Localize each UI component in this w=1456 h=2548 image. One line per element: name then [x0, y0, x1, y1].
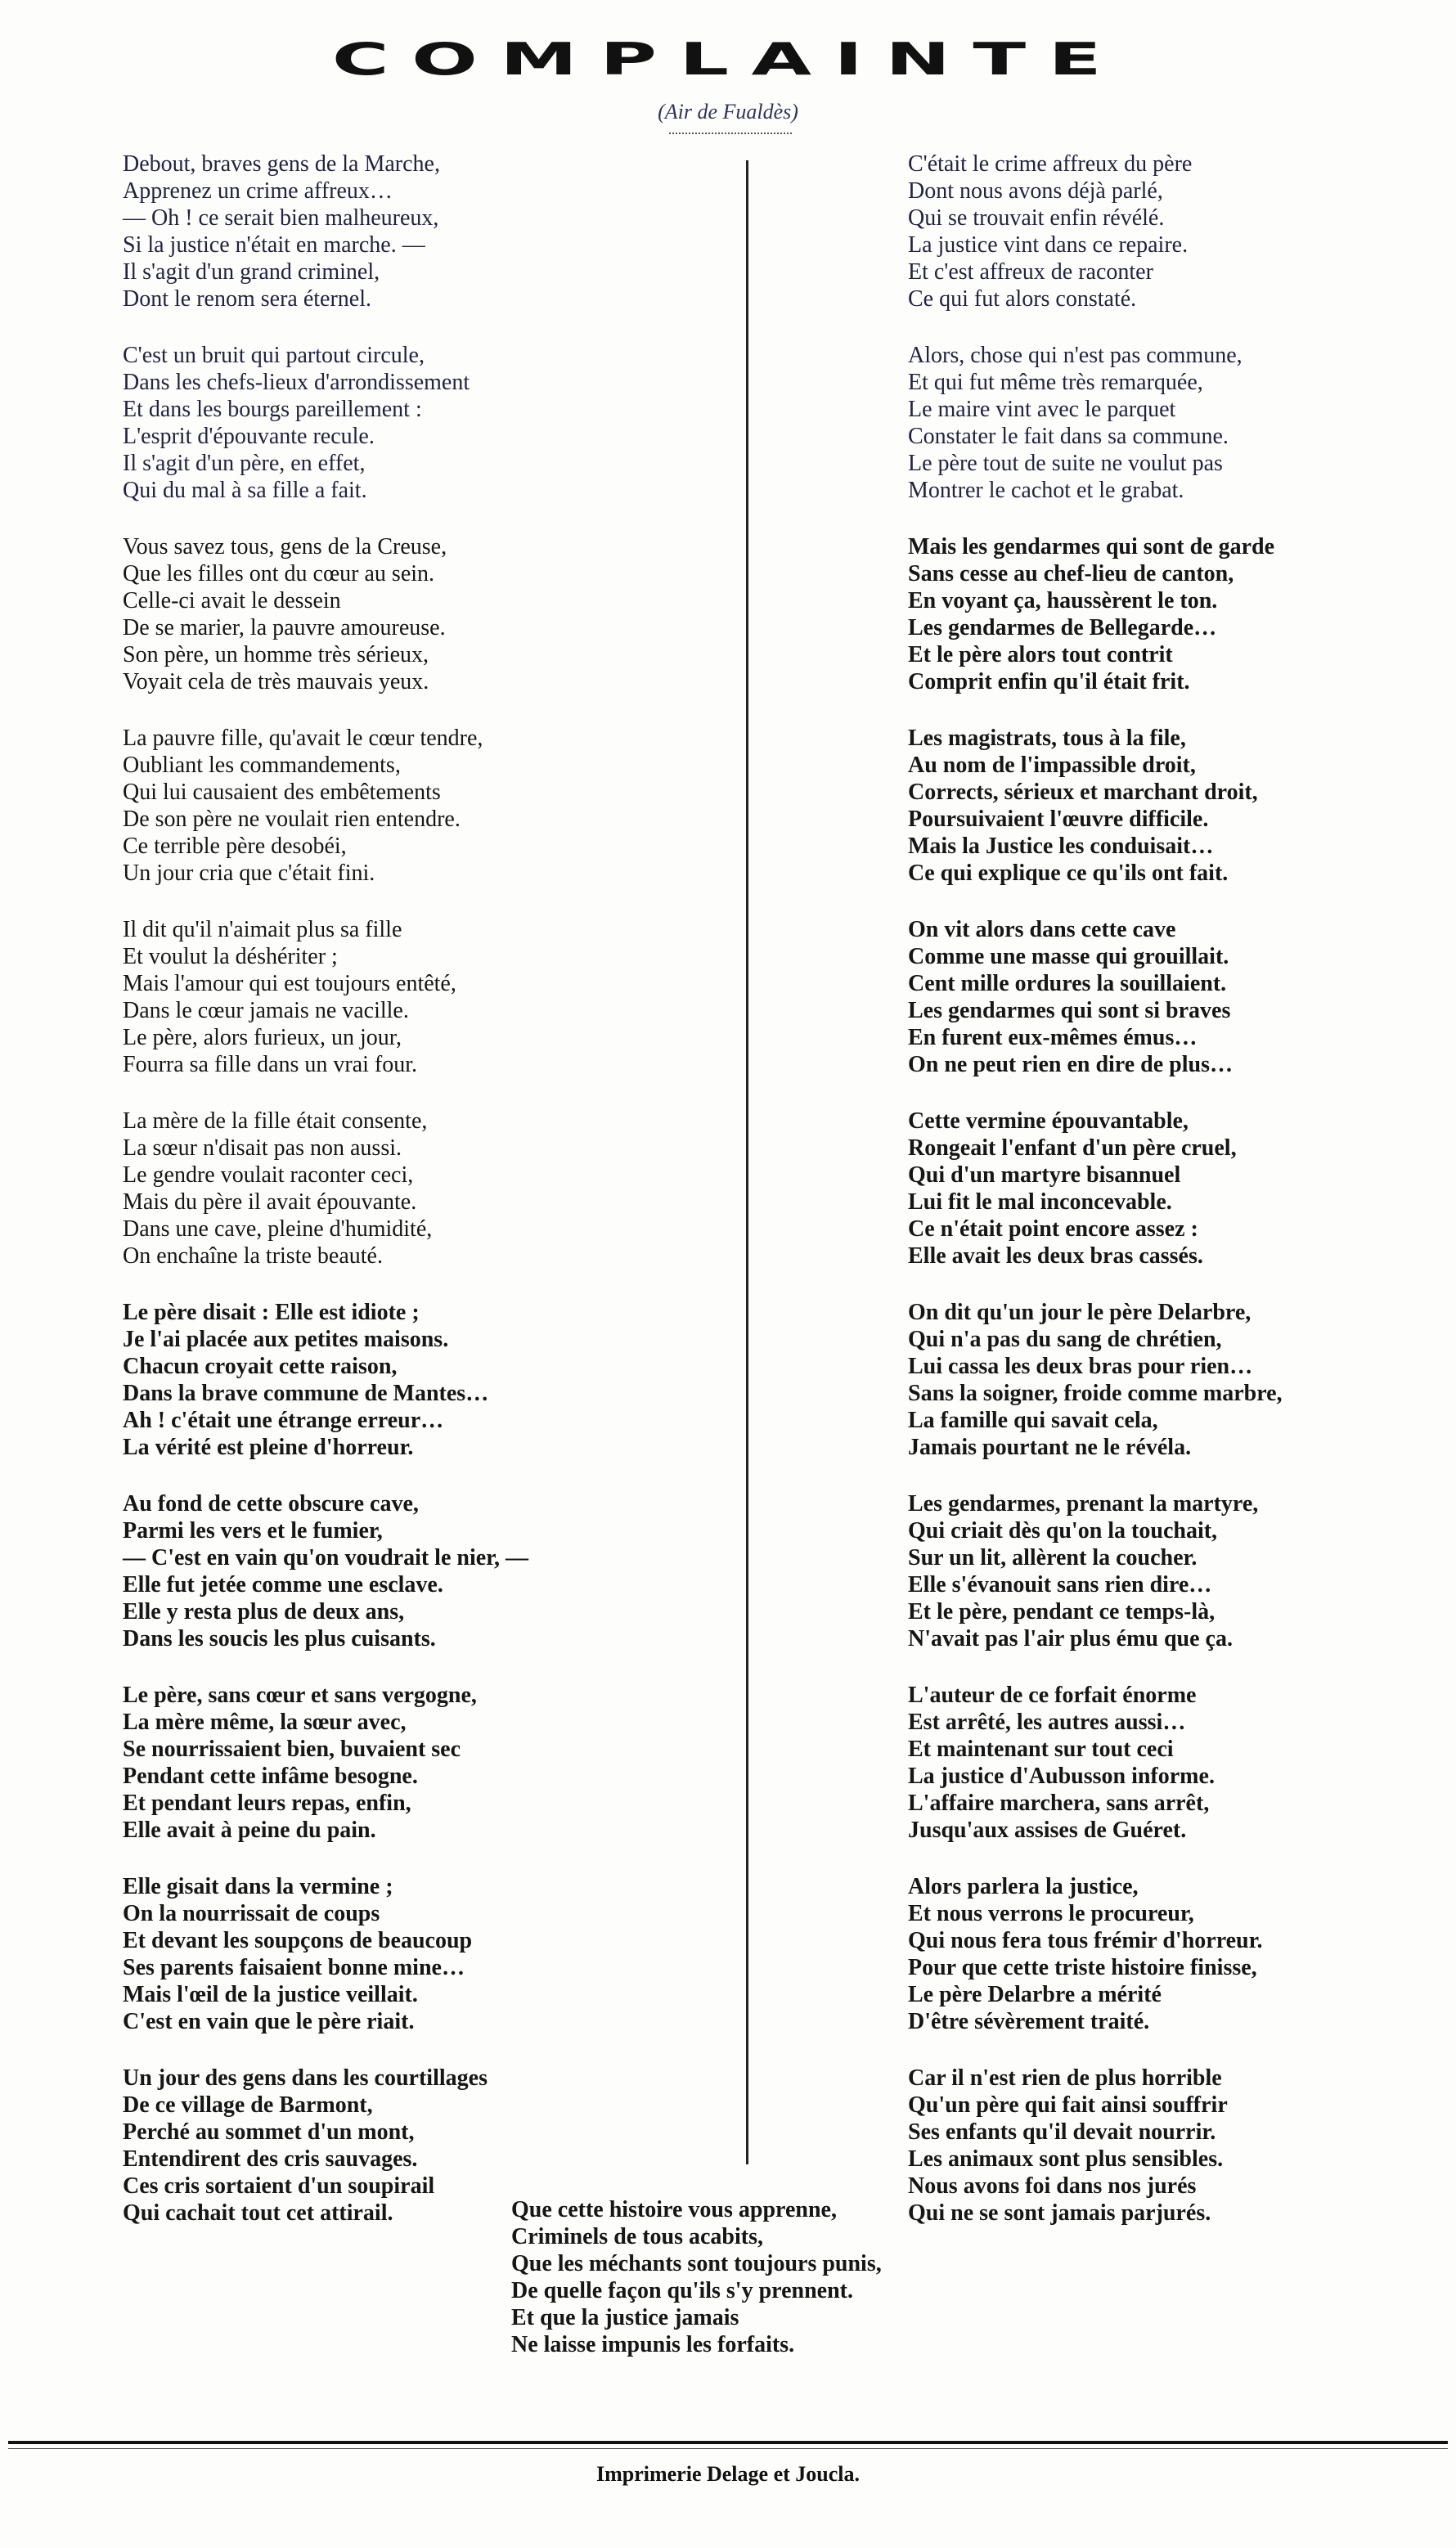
verse-line: Ah ! c'était une étrange erreur… [123, 1408, 444, 1433]
column-divider [746, 160, 748, 2164]
verse-line: Chacun croyait cette raison, [123, 1354, 398, 1379]
verse-line: Et c'est affreux de raconter [908, 259, 1153, 285]
verse-line: Ces cris sortaient d'un soupirail [123, 2173, 435, 2199]
verse-line: Corrects, sérieux et marchant droit, [908, 780, 1258, 805]
verse-line: En furent eux-mêmes émus… [908, 1025, 1198, 1050]
bottom-rule [8, 2441, 1448, 2444]
verse-line: Debout, braves gens de la Marche, [123, 151, 440, 177]
verse-line: Mais les gendarmes qui sont de garde [908, 534, 1274, 559]
verse-line: Car il n'est rien de plus horrible [908, 2065, 1222, 2091]
verse-line: Pendant cette infâme besogne. [123, 1764, 418, 1789]
verse-line: Dans le cœur jamais ne vacille. [123, 998, 409, 1023]
stanza [123, 342, 793, 504]
verse-line: Et maintenant sur tout ceci [908, 1737, 1174, 1762]
verse-line: Lui fit le mal inconcevable. [908, 1189, 1172, 1215]
verse-line: Cent mille ordures la souillaient. [908, 971, 1227, 996]
verse-line: Parmi les vers et le fumier, [123, 1518, 383, 1544]
stanza [908, 725, 1456, 887]
verse-line: Ne laisse impunis les forfaits. [511, 2332, 795, 2357]
verse-line: Le père tout de suite ne voulut pas [908, 451, 1223, 476]
verse-line: Voyait cela de très mauvais yeux. [123, 669, 429, 694]
page-subtitle: (Air de Fualdès) [658, 100, 798, 124]
verse-line: Et qui fut même très remarquée, [908, 370, 1203, 395]
stanza [123, 151, 793, 312]
verse-line: Vous savez tous, gens de la Creuse, [123, 534, 447, 559]
verse-line: Celle-ci avait le dessein [123, 588, 341, 613]
verse-line: Se nourrissaient bien, buvaient sec [123, 1737, 461, 1762]
verse-line: Son père, un homme très sérieux, [123, 642, 429, 667]
verse-line: Le père disait : Elle est idiote ; [123, 1300, 420, 1325]
verse-line: Je l'ai placée aux petites maisons. [123, 1327, 449, 1352]
verse-line: On vit alors dans cette cave [908, 917, 1176, 942]
verse-line: La vérité est pleine d'horreur. [123, 1435, 414, 1460]
verse-line: Elle gisait dans la vermine ; [123, 1874, 393, 1899]
verse-line: Apprenez un crime affreux… [123, 178, 393, 204]
verse-line: Ce qui explique ce qu'ils ont fait. [908, 861, 1229, 886]
verse-line: Qui ne se sont jamais parjurés. [908, 2200, 1211, 2226]
verse-line: On la nourrissait de coups [123, 1901, 380, 1926]
verse-line: Il s'agit d'un grand criminel, [123, 259, 380, 285]
verse-line: Constater le fait dans sa commune. [908, 424, 1229, 449]
verse-line: L'esprit d'épouvante recule. [123, 424, 375, 449]
verse-line: Cette vermine épouvantable, [908, 1108, 1189, 1134]
verse-line: Un jour des gens dans les courtillages [123, 2065, 488, 2091]
verse-line: Mais l'amour qui est toujours entêté, [123, 971, 456, 996]
verse-line: Le père, sans cœur et sans vergogne, [123, 1683, 477, 1708]
verse-line: Mais la Justice les conduisait… [908, 834, 1214, 859]
verse-line: En voyant ça, haussèrent le ton. [908, 588, 1218, 613]
verse-line: C'était le crime affreux du père [908, 151, 1193, 177]
verse-line: Les gendarmes, prenant la martyre, [908, 1491, 1259, 1517]
verse-line: Le maire vint avec le parquet [908, 397, 1176, 422]
verse-line: Poursuivaient l'œuvre difficile. [908, 807, 1209, 832]
verse-line: On dit qu'un jour le père Delarbre, [908, 1300, 1252, 1325]
verse-line: Dans les chefs-lieux d'arrondissement [123, 370, 470, 395]
verse-line: Au fond de cette obscure cave, [123, 1491, 419, 1517]
title-divider [669, 133, 792, 134]
verse-line: Qu'un père qui fait ainsi souffrir [908, 2092, 1228, 2118]
verse-line: Qui se trouvait enfin révélé. [908, 205, 1165, 231]
verse-line: La justice d'Aubusson informe. [908, 1764, 1215, 1789]
verse-line: Que cette histoire vous apprenne, [511, 2197, 837, 2222]
verse-line: Jamais pourtant ne le révéla. [908, 1435, 1192, 1460]
verse-line: C'est en vain que le père riait. [123, 2009, 415, 2034]
verse-line: L'affaire marchera, sans arrêt, [908, 1791, 1210, 1816]
verse-line: Nous avons foi dans nos jurés [908, 2173, 1197, 2199]
envoi-stanza [511, 2196, 1084, 2358]
verse-line: Ce n'était point encore assez : [908, 1216, 1198, 1242]
stanza [123, 533, 793, 695]
stanza [908, 1873, 1456, 2035]
stanza [908, 916, 1456, 1078]
verse-line: Elle avait les deux bras cassés. [908, 1243, 1203, 1269]
verse-line: La famille qui savait cela, [908, 1408, 1158, 1433]
verse-line: Les gendarmes de Bellegarde… [908, 615, 1217, 640]
verse-line: Elle y resta plus de deux ans, [123, 1599, 405, 1625]
verse-line: Alors, chose qui n'est pas commune, [908, 343, 1243, 368]
stanza [908, 1682, 1456, 1844]
stanza [908, 1108, 1456, 1270]
verse-line: On enchaîne la triste beauté. [123, 1243, 383, 1269]
verse-line: Qui n'a pas du sang de chrétien, [908, 1327, 1222, 1352]
verse-line: N'avait pas l'air plus ému que ça. [908, 1626, 1233, 1651]
verse-line: D'être sévèrement traité. [908, 2009, 1150, 2034]
stanza [908, 1299, 1456, 1461]
verse-line: Dans la brave commune de Mantes… [123, 1381, 489, 1406]
verse-line: Mais l'œil de la justice veillait. [123, 1982, 418, 2007]
verse-line: Alors parlera la justice, [908, 1874, 1139, 1899]
verse-line: Fourra sa fille dans un vrai four. [123, 1052, 418, 1077]
verse-line: Il s'agit d'un père, en effet, [123, 451, 366, 476]
verse-line: Sans cesse au chef-lieu de canton, [908, 561, 1234, 586]
verse-line: Rongeait l'enfant d'un père cruel, [908, 1135, 1237, 1161]
verse-line: Au nom de l'impassible droit, [908, 753, 1196, 778]
verse-line: On ne peut rien en dire de plus… [908, 1052, 1233, 1077]
verse-line: Il dit qu'il n'aimait plus sa fille [123, 917, 402, 942]
bottom-rule-thin [8, 2448, 1448, 2449]
verse-line: Perché au sommet d'un mont, [123, 2119, 415, 2145]
stanza [123, 1682, 793, 1844]
stanza [123, 1108, 793, 1270]
verse-line: De ce village de Barmont, [123, 2092, 373, 2118]
verse-line: Dans une cave, pleine d'humidité, [123, 1216, 433, 1242]
verse-line: — C'est en vain qu'on voudrait le nier, — [123, 1545, 529, 1571]
printer-imprint: Imprimerie Delage et Joucla. [595, 2462, 860, 2486]
verse-line: Et le père alors tout contrit [908, 642, 1173, 667]
stanza [123, 1490, 793, 1652]
left-column [123, 151, 793, 2256]
verse-line: Pour que cette triste histoire finisse, [908, 1955, 1257, 1980]
right-column [908, 151, 1456, 2256]
verse-line: Les animaux sont plus sensibles. [908, 2146, 1224, 2172]
verse-line: Dont nous avons déjà parlé, [908, 178, 1163, 204]
verse-line: La mère même, la sœur avec, [123, 1710, 407, 1735]
verse-line: Dont le renom sera éternel. [123, 286, 371, 312]
verse-line: Les magistrats, tous à la file, [908, 726, 1186, 751]
verse-line: Le père Delarbre a mérité [908, 1982, 1162, 2007]
page-title: COMPLAINTE [331, 33, 1125, 86]
verse-line: — Oh ! ce serait bien malheureux, [123, 205, 439, 231]
stanza [908, 1490, 1456, 1652]
verse-line: Et le père, pendant ce temps-là, [908, 1599, 1216, 1625]
verse-line: Ce qui fut alors constaté. [908, 286, 1137, 312]
verse-line: Qui nous fera tous frémir d'horreur. [908, 1928, 1263, 1953]
verse-line: Que les filles ont du cœur au sein. [123, 561, 435, 586]
verse-line: Entendirent des cris sauvages. [123, 2146, 418, 2172]
verse-line: Qui d'un martyre bisannuel [908, 1162, 1181, 1188]
verse-line: Est arrêté, les autres aussi… [908, 1710, 1186, 1735]
verse-line: Et dans les bourgs pareillement : [123, 397, 422, 422]
verse-line: La justice vint dans ce repaire. [908, 232, 1189, 258]
verse-line: Mais du père il avait épouvante. [123, 1189, 417, 1215]
verse-line: Elle s'évanouit sans rien dire… [908, 1572, 1212, 1598]
verse-line: Et pendant leurs repas, enfin, [123, 1791, 411, 1816]
verse-line: Le père, alors furieux, un jour, [123, 1025, 402, 1050]
stanza [123, 916, 793, 1078]
verse-line: Elle avait à peine du pain. [123, 1818, 376, 1843]
verse-line: De quelle façon qu'ils s'y prennent. [511, 2278, 853, 2303]
verse-line: Dans les soucis les plus cuisants. [123, 1626, 436, 1651]
verse-line: Qui du mal à sa fille a fait. [123, 478, 367, 503]
verse-line: Qui criait dès qu'on la touchait, [908, 1518, 1218, 1544]
stanza [123, 725, 793, 887]
stanza [908, 342, 1456, 504]
verse-line: Oubliant les commandements, [123, 753, 401, 778]
verse-line: Lui cassa les deux bras pour rien… [908, 1354, 1253, 1379]
verse-line: Si la justice n'était en marche. — [123, 232, 425, 258]
stanza [123, 1299, 793, 1461]
verse-line: C'est un bruit qui partout circule, [123, 343, 425, 368]
verse-line: Ses enfants qu'il devait nourrir. [908, 2119, 1216, 2145]
verse-line: Ce terrible père desobéi, [123, 834, 347, 859]
verse-line: Les gendarmes qui sont si braves [908, 998, 1231, 1023]
stanza [123, 1873, 793, 2035]
verse-line: Comme une masse qui grouillait. [908, 944, 1229, 969]
verse-line: De son père ne voulait rien entendre. [123, 807, 461, 832]
verse-line: Et nous verrons le procureur, [908, 1901, 1194, 1926]
verse-line: La mère de la fille était consente, [123, 1108, 428, 1134]
verse-line: De se marier, la pauvre amoureuse. [123, 615, 446, 640]
verse-line: Ses parents faisaient bonne mine… [123, 1955, 465, 1980]
verse-line: L'auteur de ce forfait énorme [908, 1683, 1197, 1708]
verse-line: Que les méchants sont toujours punis, [511, 2251, 882, 2276]
stanza [908, 151, 1456, 312]
verse-line: Le gendre voulait raconter ceci, [123, 1162, 414, 1188]
verse-line: Et devant les soupçons de beaucoup [123, 1928, 473, 1953]
verse-line: Qui cachait tout cet attirail. [123, 2200, 393, 2226]
verse-line: Qui lui causaient des embêtements [123, 780, 441, 805]
verse-line: Comprit enfin qu'il était frit. [908, 669, 1190, 694]
verse-line: Un jour cria que c'était fini. [123, 861, 375, 886]
stanza [908, 533, 1456, 695]
verse-line: Jusqu'aux assises de Guéret. [908, 1818, 1187, 1843]
verse-line: Elle fut jetée comme une esclave. [123, 1572, 443, 1598]
verse-line: La pauvre fille, qu'avait le cœur tendre, [123, 726, 483, 751]
verse-line: Criminels de tous acabits, [511, 2224, 763, 2249]
verse-line: Et que la justice jamais [511, 2305, 739, 2330]
verse-line: Sans la soigner, froide comme marbre, [908, 1381, 1283, 1406]
verse-line: Sur un lit, allèrent la coucher. [908, 1545, 1198, 1571]
verse-line: La sœur n'disait pas non aussi. [123, 1135, 402, 1161]
verse-line: Et voulut la déshériter ; [123, 944, 338, 969]
verse-line: Montrer le cachot et le grabat. [908, 478, 1184, 503]
